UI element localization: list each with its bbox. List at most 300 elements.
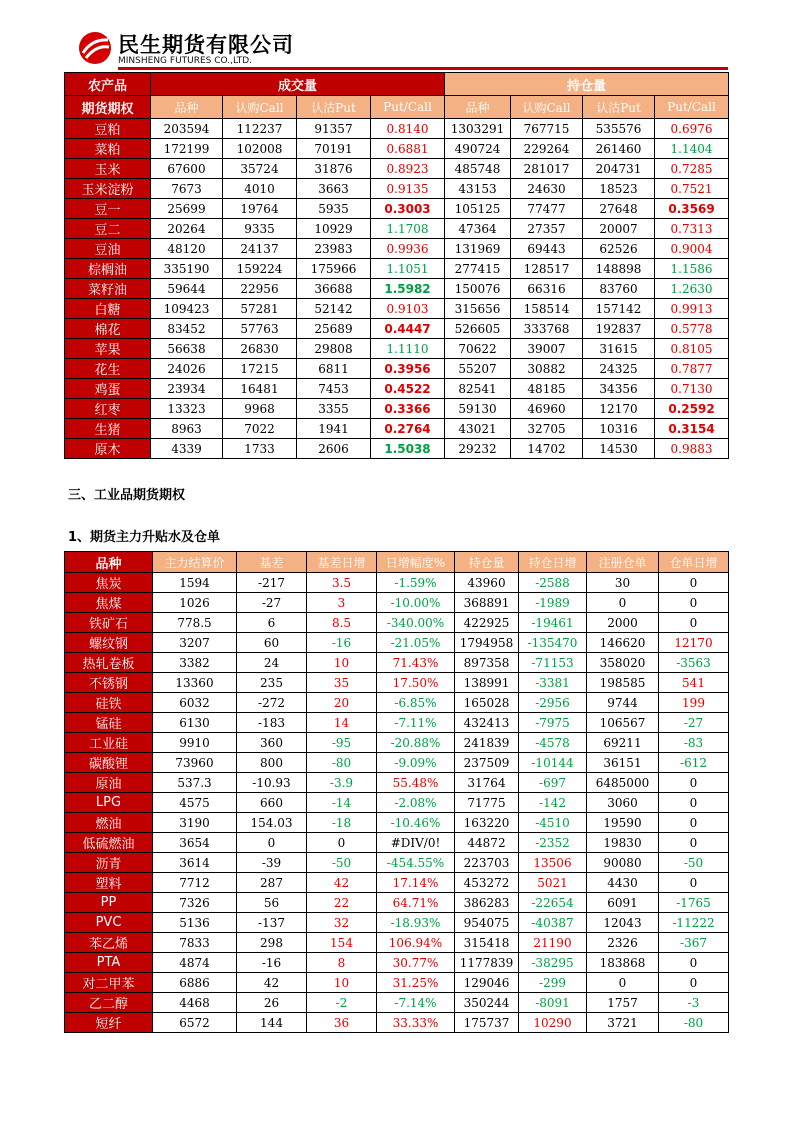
- ind-open-interest: 432413: [455, 713, 519, 733]
- ind-basis-change: 3: [307, 593, 377, 613]
- agri-volume-pcr: 1.1051: [371, 259, 445, 279]
- ind-row: [65, 953, 729, 973]
- ind-row: [65, 653, 729, 673]
- ind-change-pct: 71.43%: [377, 653, 455, 673]
- ind-oi-change: -38295: [519, 953, 587, 973]
- agri-volume-put: 10929: [297, 219, 371, 239]
- ind-product-name: 热轧卷板: [65, 653, 153, 673]
- agri-oi: 277415: [445, 259, 511, 279]
- ind-settle-price: 73960: [153, 753, 237, 773]
- agri-oi-call: 77477: [511, 199, 583, 219]
- ind-basis-change: 8: [307, 953, 377, 973]
- agri-oi: 55207: [445, 359, 511, 379]
- ind-row: [65, 933, 729, 953]
- ind-change-pct: #DIV/0!: [377, 833, 455, 853]
- ind-warrant-change: -3: [659, 993, 729, 1013]
- ind-change-pct: 33.33%: [377, 1013, 455, 1033]
- agri-oi-pcr: 0.7877: [655, 359, 729, 379]
- agri-product-name: 玉米: [65, 159, 151, 179]
- agri-oi-call: 158514: [511, 299, 583, 319]
- agri-oi-put: 27648: [583, 199, 655, 219]
- ind-warrant: 3060: [587, 793, 659, 813]
- agri-oi-put: 14530: [583, 439, 655, 459]
- agri-row: [65, 339, 729, 359]
- ind-warrant: 146620: [587, 633, 659, 653]
- industrial-futures-table: [64, 551, 729, 1033]
- agri-product-name: 豆一: [65, 199, 151, 219]
- ind-warrant-change: -83: [659, 733, 729, 753]
- agri-oi-call: 69443: [511, 239, 583, 259]
- ind-oi-change: -40387: [519, 913, 587, 933]
- ind-change-pct: -7.11%: [377, 713, 455, 733]
- agri-oi: 150076: [445, 279, 511, 299]
- agri-product-name: 棕榈油: [65, 259, 151, 279]
- agri-oi-pcr: 1.2630: [655, 279, 729, 299]
- agri-oi-pcr: 0.3569: [655, 199, 729, 219]
- ind-row: [65, 773, 729, 793]
- agri-volume-call: 26830: [223, 339, 297, 359]
- ind-warrant-change: 0: [659, 593, 729, 613]
- ind-change-pct: -10.00%: [377, 593, 455, 613]
- ind-warrant: 30: [587, 573, 659, 593]
- ind-product-name: 对二甲苯: [65, 973, 153, 993]
- agri-oi-put: 157142: [583, 299, 655, 319]
- agri-volume-put: 23983: [297, 239, 371, 259]
- agri-oi-call: 66316: [511, 279, 583, 299]
- ind-warrant: 183868: [587, 953, 659, 973]
- agri-oi-pcr: 0.9004: [655, 239, 729, 259]
- ind-oi-change: 13506: [519, 853, 587, 873]
- ind-warrant: 2326: [587, 933, 659, 953]
- agri-volume-pcr: 1.5982: [371, 279, 445, 299]
- ind-row: [65, 673, 729, 693]
- ind-header: 基差: [237, 552, 307, 573]
- ind-basis: 287: [237, 873, 307, 893]
- ind-open-interest: 165028: [455, 693, 519, 713]
- agri-volume-call: 4010: [223, 179, 297, 199]
- ind-open-interest: 223703: [455, 853, 519, 873]
- agri-options-table: [64, 72, 729, 459]
- agri-row: [65, 199, 729, 219]
- agri-oi-put: 10316: [583, 419, 655, 439]
- agri-volume-call: 57763: [223, 319, 297, 339]
- ind-product-name: 硅铁: [65, 693, 153, 713]
- agri-volume: 25699: [151, 199, 223, 219]
- agri-row: [65, 259, 729, 279]
- ind-settle-price: 3207: [153, 633, 237, 653]
- agri-volume: 335190: [151, 259, 223, 279]
- ind-basis: 26: [237, 993, 307, 1013]
- ind-warrant: 358020: [587, 653, 659, 673]
- agri-volume-pcr: 0.4447: [371, 319, 445, 339]
- agri-volume-put: 36688: [297, 279, 371, 299]
- agri-oi: 29232: [445, 439, 511, 459]
- agri-product-name: 玉米淀粉: [65, 179, 151, 199]
- agri-volume-call: 35724: [223, 159, 297, 179]
- ind-row: [65, 733, 729, 753]
- agri-row: [65, 399, 729, 419]
- agri-volume: 4339: [151, 439, 223, 459]
- agri-oi: 131969: [445, 239, 511, 259]
- ind-warrant-change: 0: [659, 833, 729, 853]
- ind-basis: 660: [237, 793, 307, 813]
- agri-product-name: 原木: [65, 439, 151, 459]
- agri-oi-put: 83760: [583, 279, 655, 299]
- ind-change-pct: -18.93%: [377, 913, 455, 933]
- agri-volume-pcr: 1.1708: [371, 219, 445, 239]
- agri-volume-call: 112237: [223, 119, 297, 139]
- agri-oi-put: 34356: [583, 379, 655, 399]
- ind-oi-change: -142: [519, 793, 587, 813]
- ind-open-interest: 163220: [455, 813, 519, 833]
- ind-warrant: 0: [587, 973, 659, 993]
- agri-subheader: 认购Call: [511, 96, 583, 119]
- ind-change-pct: 55.48%: [377, 773, 455, 793]
- agri-oi-pcr: 0.9883: [655, 439, 729, 459]
- ind-warrant: 19830: [587, 833, 659, 853]
- ind-oi-change: -2588: [519, 573, 587, 593]
- agri-volume-pcr: 1.1110: [371, 339, 445, 359]
- agri-product-name: 菜粕: [65, 139, 151, 159]
- ind-open-interest: 422925: [455, 613, 519, 633]
- agri-row: [65, 419, 729, 439]
- ind-warrant-change: -27: [659, 713, 729, 733]
- ind-warrant-change: -80: [659, 1013, 729, 1033]
- ind-warrant-change: 0: [659, 873, 729, 893]
- ind-row: [65, 713, 729, 733]
- ind-oi-change: -4510: [519, 813, 587, 833]
- ind-change-pct: 31.25%: [377, 973, 455, 993]
- ind-open-interest: 954075: [455, 913, 519, 933]
- ind-open-interest: 315418: [455, 933, 519, 953]
- ind-oi-change: -2956: [519, 693, 587, 713]
- agri-row: [65, 299, 729, 319]
- agri-oi-pcr: 0.7285: [655, 159, 729, 179]
- agri-oi-put: 535576: [583, 119, 655, 139]
- ind-basis-change: 8.5: [307, 613, 377, 633]
- ind-oi-change: -10144: [519, 753, 587, 773]
- agri-volume-put: 91357: [297, 119, 371, 139]
- agri-oi: 105125: [445, 199, 511, 219]
- agri-volume-pcr: 0.3956: [371, 359, 445, 379]
- ind-change-pct: 30.77%: [377, 953, 455, 973]
- ind-change-pct: 106.94%: [377, 933, 455, 953]
- agri-volume-put: 70191: [297, 139, 371, 159]
- agri-row: [65, 179, 729, 199]
- agri-volume: 8963: [151, 419, 223, 439]
- ind-open-interest: 241839: [455, 733, 519, 753]
- agri-volume-call: 22956: [223, 279, 297, 299]
- ind-basis-change: -14: [307, 793, 377, 813]
- agri-corner-line1: 农产品: [65, 73, 151, 96]
- agri-volume-put: 29808: [297, 339, 371, 359]
- ind-change-pct: 64.71%: [377, 893, 455, 913]
- ind-warrant: 90080: [587, 853, 659, 873]
- ind-basis: 154.03: [237, 813, 307, 833]
- agri-subheader: 认沽Put: [297, 96, 371, 119]
- agri-product-name: 花生: [65, 359, 151, 379]
- ind-basis: 235: [237, 673, 307, 693]
- ind-basis: 56: [237, 893, 307, 913]
- ind-basis-change: 3.5: [307, 573, 377, 593]
- ind-product-name: 沥青: [65, 853, 153, 873]
- agri-oi: 485748: [445, 159, 511, 179]
- company-name-en: MINSHENG FUTURES CO.,LTD.: [118, 56, 253, 66]
- ind-warrant: 6091: [587, 893, 659, 913]
- ind-basis-change: 35: [307, 673, 377, 693]
- agri-subheader: Put/Call: [655, 96, 729, 119]
- agri-volume-pcr: 0.9135: [371, 179, 445, 199]
- agri-oi-pcr: 0.2592: [655, 399, 729, 419]
- ind-open-interest: 350244: [455, 993, 519, 1013]
- agri-volume: 203594: [151, 119, 223, 139]
- ind-product-name: 铁矿石: [65, 613, 153, 633]
- ind-row: [65, 913, 729, 933]
- agri-volume: 24026: [151, 359, 223, 379]
- ind-basis: 60: [237, 633, 307, 653]
- ind-change-pct: -20.88%: [377, 733, 455, 753]
- ind-basis-change: -95: [307, 733, 377, 753]
- agri-volume: 20264: [151, 219, 223, 239]
- company-name-cn: 民生期货有限公司: [118, 33, 294, 57]
- ind-basis-change: 10: [307, 653, 377, 673]
- ind-basis-change: -80: [307, 753, 377, 773]
- agri-oi-pcr: 0.9913: [655, 299, 729, 319]
- ind-warrant-change: -3563: [659, 653, 729, 673]
- ind-product-name: 苯乙烯: [65, 933, 153, 953]
- ind-basis-change: 22: [307, 893, 377, 913]
- ind-basis-change: -3.9: [307, 773, 377, 793]
- ind-basis-change: 36: [307, 1013, 377, 1033]
- ind-warrant: 9744: [587, 693, 659, 713]
- ind-open-interest: 368891: [455, 593, 519, 613]
- ind-settle-price: 778.5: [153, 613, 237, 633]
- ind-product-name: 燃油: [65, 813, 153, 833]
- section-3-title: 三、工业品期货期权: [68, 488, 186, 503]
- agri-subheader: Put/Call: [371, 96, 445, 119]
- ind-settle-price: 7712: [153, 873, 237, 893]
- ind-basis-change: 20: [307, 693, 377, 713]
- ind-row: [65, 753, 729, 773]
- agri-oi-pcr: 1.1404: [655, 139, 729, 159]
- agri-oi: 43021: [445, 419, 511, 439]
- agri-volume-call: 57281: [223, 299, 297, 319]
- agri-subheader: 认沽Put: [583, 96, 655, 119]
- ind-header: 注册仓单: [587, 552, 659, 573]
- agri-volume-put: 7453: [297, 379, 371, 399]
- ind-basis: -27: [237, 593, 307, 613]
- agri-volume-put: 31876: [297, 159, 371, 179]
- minsheng-logo-icon: [78, 31, 112, 65]
- ind-basis: -10.93: [237, 773, 307, 793]
- ind-basis: 800: [237, 753, 307, 773]
- agri-oi-pcr: 0.5778: [655, 319, 729, 339]
- agri-volume-put: 1941: [297, 419, 371, 439]
- agri-oi-pcr: 0.8105: [655, 339, 729, 359]
- ind-settle-price: 1594: [153, 573, 237, 593]
- ind-oi-change: -8091: [519, 993, 587, 1013]
- agri-volume-pcr: 1.5038: [371, 439, 445, 459]
- ind-warrant-change: 199: [659, 693, 729, 713]
- agri-volume-call: 17215: [223, 359, 297, 379]
- agri-oi: 526605: [445, 319, 511, 339]
- ind-basis: 360: [237, 733, 307, 753]
- ind-basis-change: 0: [307, 833, 377, 853]
- agri-oi-pcr: 1.1586: [655, 259, 729, 279]
- agri-row: [65, 379, 729, 399]
- agri-oi-put: 18523: [583, 179, 655, 199]
- ind-product-name: LPG: [65, 793, 153, 813]
- agri-oi-call: 229264: [511, 139, 583, 159]
- agri-volume-put: 3355: [297, 399, 371, 419]
- agri-oi-call: 27357: [511, 219, 583, 239]
- ind-warrant: 36151: [587, 753, 659, 773]
- ind-row: [65, 793, 729, 813]
- agri-row: [65, 359, 729, 379]
- ind-settle-price: 4874: [153, 953, 237, 973]
- ind-warrant: 19590: [587, 813, 659, 833]
- ind-basis: -16: [237, 953, 307, 973]
- ind-basis: 298: [237, 933, 307, 953]
- ind-header: 主力结算价: [153, 552, 237, 573]
- agri-volume-pcr: 0.2764: [371, 419, 445, 439]
- agri-oi-call: 333768: [511, 319, 583, 339]
- agri-oi: 315656: [445, 299, 511, 319]
- agri-product-name: 棉花: [65, 319, 151, 339]
- ind-oi-change: -71153: [519, 653, 587, 673]
- ind-settle-price: 6886: [153, 973, 237, 993]
- ind-product-name: 焦炭: [65, 573, 153, 593]
- agri-volume-put: 52142: [297, 299, 371, 319]
- ind-warrant-change: -367: [659, 933, 729, 953]
- ind-basis-change: -2: [307, 993, 377, 1013]
- ind-open-interest: 237509: [455, 753, 519, 773]
- ind-basis: -272: [237, 693, 307, 713]
- ind-oi-change: 21190: [519, 933, 587, 953]
- agri-oi-put: 192837: [583, 319, 655, 339]
- agri-row: [65, 159, 729, 179]
- ind-warrant: 198585: [587, 673, 659, 693]
- agri-volume: 56638: [151, 339, 223, 359]
- ind-product-name: 乙二醇: [65, 993, 153, 1013]
- header-rule: [118, 67, 728, 70]
- agri-volume: 48120: [151, 239, 223, 259]
- agri-row: [65, 139, 729, 159]
- ind-warrant-change: 0: [659, 773, 729, 793]
- ind-product-name: PP: [65, 893, 153, 913]
- agri-oi: 43153: [445, 179, 511, 199]
- agri-oi-call: 767715: [511, 119, 583, 139]
- section-3-1-title: 1、期货主力升贴水及仓单: [68, 530, 221, 545]
- ind-oi-change: -7975: [519, 713, 587, 733]
- agri-subheader: 品种: [445, 96, 511, 119]
- ind-settle-price: 3654: [153, 833, 237, 853]
- agri-volume-put: 6811: [297, 359, 371, 379]
- ind-oi-change: -299: [519, 973, 587, 993]
- agri-oi-pcr: 0.7521: [655, 179, 729, 199]
- agri-oi-put: 62526: [583, 239, 655, 259]
- ind-change-pct: 17.14%: [377, 873, 455, 893]
- ind-basis: 42: [237, 973, 307, 993]
- ind-row: [65, 1013, 729, 1033]
- agri-volume-call: 19764: [223, 199, 297, 219]
- agri-row: [65, 219, 729, 239]
- ind-settle-price: 9910: [153, 733, 237, 753]
- ind-basis: 6: [237, 613, 307, 633]
- agri-oi-put: 12170: [583, 399, 655, 419]
- agri-volume-pcr: 0.8140: [371, 119, 445, 139]
- agri-product-name: 生猪: [65, 419, 151, 439]
- ind-settle-price: 537.3: [153, 773, 237, 793]
- ind-change-pct: 17.50%: [377, 673, 455, 693]
- ind-change-pct: -454.55%: [377, 853, 455, 873]
- ind-change-pct: -10.46%: [377, 813, 455, 833]
- ind-settle-price: 7326: [153, 893, 237, 913]
- agri-group-oi: 持仓量: [445, 73, 729, 96]
- ind-product-name: 塑料: [65, 873, 153, 893]
- ind-basis: -183: [237, 713, 307, 733]
- ind-basis-change: -50: [307, 853, 377, 873]
- ind-warrant-change: 0: [659, 613, 729, 633]
- ind-product-name: PVC: [65, 913, 153, 933]
- ind-oi-change: -22654: [519, 893, 587, 913]
- agri-subheader: 认购Call: [223, 96, 297, 119]
- ind-basis: -217: [237, 573, 307, 593]
- ind-settle-price: 4575: [153, 793, 237, 813]
- agri-oi-put: 148898: [583, 259, 655, 279]
- agri-oi-pcr: 0.3154: [655, 419, 729, 439]
- ind-warrant: 69211: [587, 733, 659, 753]
- ind-row: [65, 813, 729, 833]
- agri-oi: 1303291: [445, 119, 511, 139]
- agri-product-name: 鸡蛋: [65, 379, 151, 399]
- agri-oi-call: 281017: [511, 159, 583, 179]
- ind-settle-price: 5136: [153, 913, 237, 933]
- ind-change-pct: -7.14%: [377, 993, 455, 1013]
- ind-oi-change: -2352: [519, 833, 587, 853]
- ind-basis-change: 32: [307, 913, 377, 933]
- ind-warrant: 12043: [587, 913, 659, 933]
- ind-open-interest: 1794958: [455, 633, 519, 653]
- agri-product-name: 菜籽油: [65, 279, 151, 299]
- agri-volume-call: 102008: [223, 139, 297, 159]
- agri-oi-put: 261460: [583, 139, 655, 159]
- ind-header: 持仓日增: [519, 552, 587, 573]
- agri-volume-pcr: 0.6881: [371, 139, 445, 159]
- ind-warrant-change: 0: [659, 793, 729, 813]
- ind-open-interest: 31764: [455, 773, 519, 793]
- ind-open-interest: 453272: [455, 873, 519, 893]
- ind-oi-change: 5021: [519, 873, 587, 893]
- ind-product-name: PTA: [65, 953, 153, 973]
- ind-header: 仓单日增: [659, 552, 729, 573]
- agri-oi: 490724: [445, 139, 511, 159]
- ind-open-interest: 897358: [455, 653, 519, 673]
- agri-oi-put: 24325: [583, 359, 655, 379]
- agri-volume-call: 24137: [223, 239, 297, 259]
- ind-warrant: 106567: [587, 713, 659, 733]
- agri-oi: 82541: [445, 379, 511, 399]
- ind-row: [65, 613, 729, 633]
- ind-change-pct: -6.85%: [377, 693, 455, 713]
- agri-oi-call: 128517: [511, 259, 583, 279]
- ind-open-interest: 138991: [455, 673, 519, 693]
- agri-oi-call: 39007: [511, 339, 583, 359]
- ind-warrant: 2000: [587, 613, 659, 633]
- ind-basis: -137: [237, 913, 307, 933]
- agri-product-name: 苹果: [65, 339, 151, 359]
- agri-volume-put: 3663: [297, 179, 371, 199]
